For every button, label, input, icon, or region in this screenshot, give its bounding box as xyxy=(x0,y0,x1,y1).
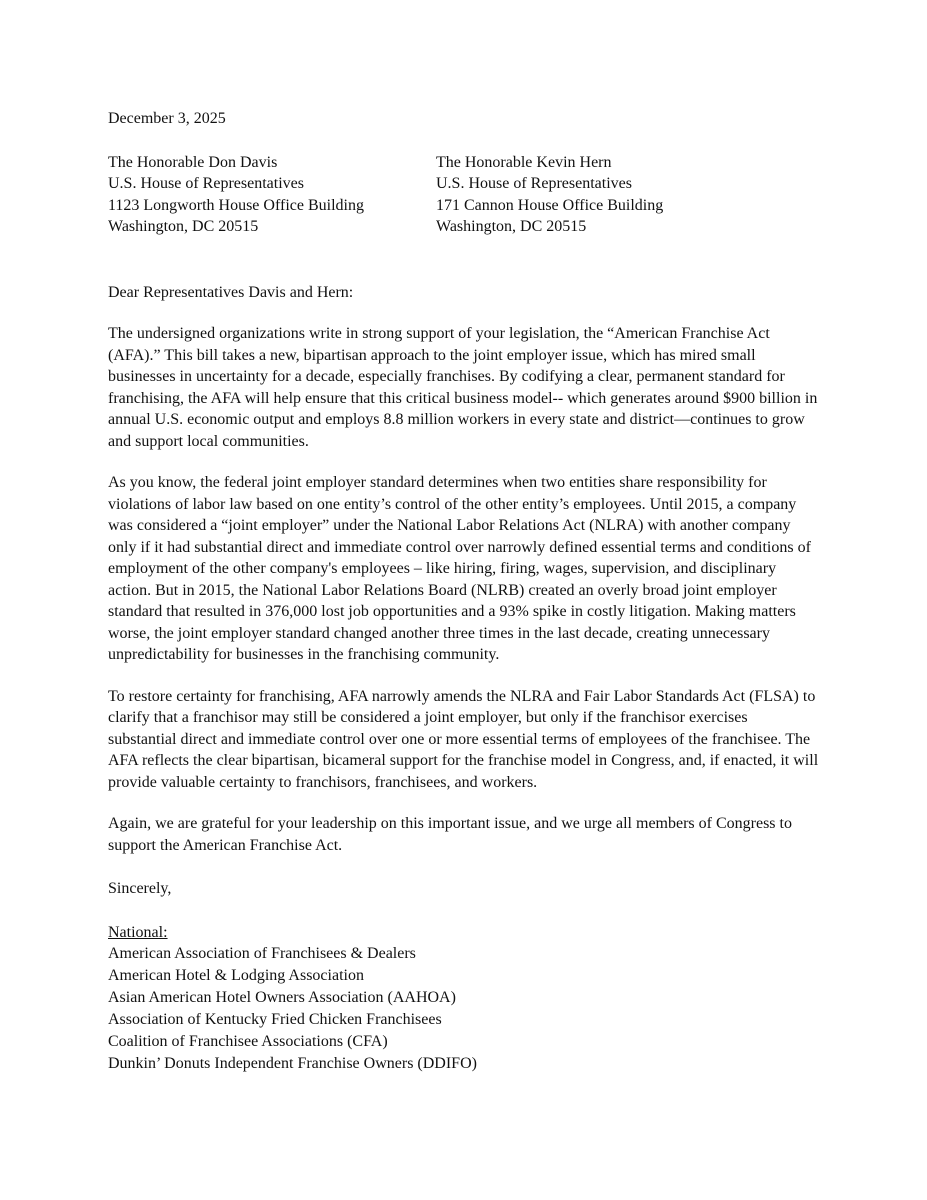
addressee-building: 171 Cannon House Office Building xyxy=(436,196,664,214)
closing: Sincerely, xyxy=(108,880,172,897)
paragraph-background: As you know, the federal joint employer standard determines when two entities share responsibility for violations of labor law based on one entity’s control of the other entity’s employees. Until 2015, a company was considered a “joint employer” under the National Labor Relations Act (NLRA) with another company only if it had substantial direct and immediate control over narrowly defined essential terms and conditions of employment of the other company's employees – like hiring, firing, wages, supervision, and disciplinary action. But in 2015, the National Labor Relations Board (NLRB) created an overly broad joint employer standard that resulted in 376,000 lost job opportunities and a 93% spike in costly litigation. Making matters worse, the joint employer standard changed another three times in the last decade, creating unnecessary unpredictability for businesses in the franchising community. xyxy=(108,474,811,663)
addressee-hern xyxy=(436,152,764,238)
signatories-list xyxy=(108,943,820,1075)
paragraph-support: The undersigned organizations write in strong support of your legislation, the “American Franchise Act (AFA).” This bill takes a new, bipartisan approach to the joint employer issue, which has mired small businesses in uncertainty for a decade, especially franchises. By codifying a clear, permanent standard for franchising, the AFA will help ensure that this critical business model-- which generates around $900 billion in annual U.S. economic output and employs 8.8 million workers in every state and district—continues to grow and support local communities. xyxy=(108,325,818,450)
addressee-office: U.S. House of Representatives xyxy=(436,175,632,192)
signatory-item: American Hotel & Lodging Association xyxy=(108,967,364,984)
signatory-item: American Association of Franchisees & Dealers xyxy=(108,945,416,962)
signatories-heading: National: xyxy=(108,923,168,941)
addressee-davis xyxy=(108,152,436,238)
signatory-item: Association of Kentucky Fried Chicken Franchisees xyxy=(108,1011,442,1028)
signatory-item: Dunkin’ Donuts Independent Franchise Owners (DDIFO) xyxy=(108,1055,477,1072)
salutation: Dear Representatives Davis and Hern: xyxy=(108,283,354,301)
addressee-office: U.S. House of Representatives xyxy=(108,175,304,192)
signatory-item: Asian American Hotel Owners Association (AAHOA) xyxy=(108,989,456,1006)
letter-body xyxy=(108,108,820,1075)
signatory-item: Coalition of Franchisee Associations (CFA) xyxy=(108,1033,388,1050)
paragraph-restore-certainty: To restore certainty for franchising, AFA narrowly amends the NLRA and Fair Labor Standards Act (FLSA) to clarify that a franchisor may still be considered a joint employer, but only if the franchisor exercises substantial direct and immediate control over one or more essential terms of employees of the franchisee. The AFA reflects the clear bipartisan, bicameral support for the franchise model in Congress, and, if enacted, it will provide valuable certainty to franchisors, franchisees, and workers. xyxy=(108,687,819,791)
addressee-block xyxy=(108,152,820,238)
paragraph-gratitude: Again, we are grateful for your leadership on this important issue, and we urge all members of Congress to support the American Franchise Act. xyxy=(108,815,792,854)
addressee-name: The Honorable Kevin Hern xyxy=(436,153,612,171)
addressee-name: The Honorable Don Davis xyxy=(108,153,278,171)
addressee-city: Washington, DC 20515 xyxy=(108,218,259,235)
addressee-city: Washington, DC 20515 xyxy=(436,218,587,235)
addressee-building: 1123 Longworth House Office Building xyxy=(108,196,364,214)
letter-date: December 3, 2025 xyxy=(108,110,226,127)
